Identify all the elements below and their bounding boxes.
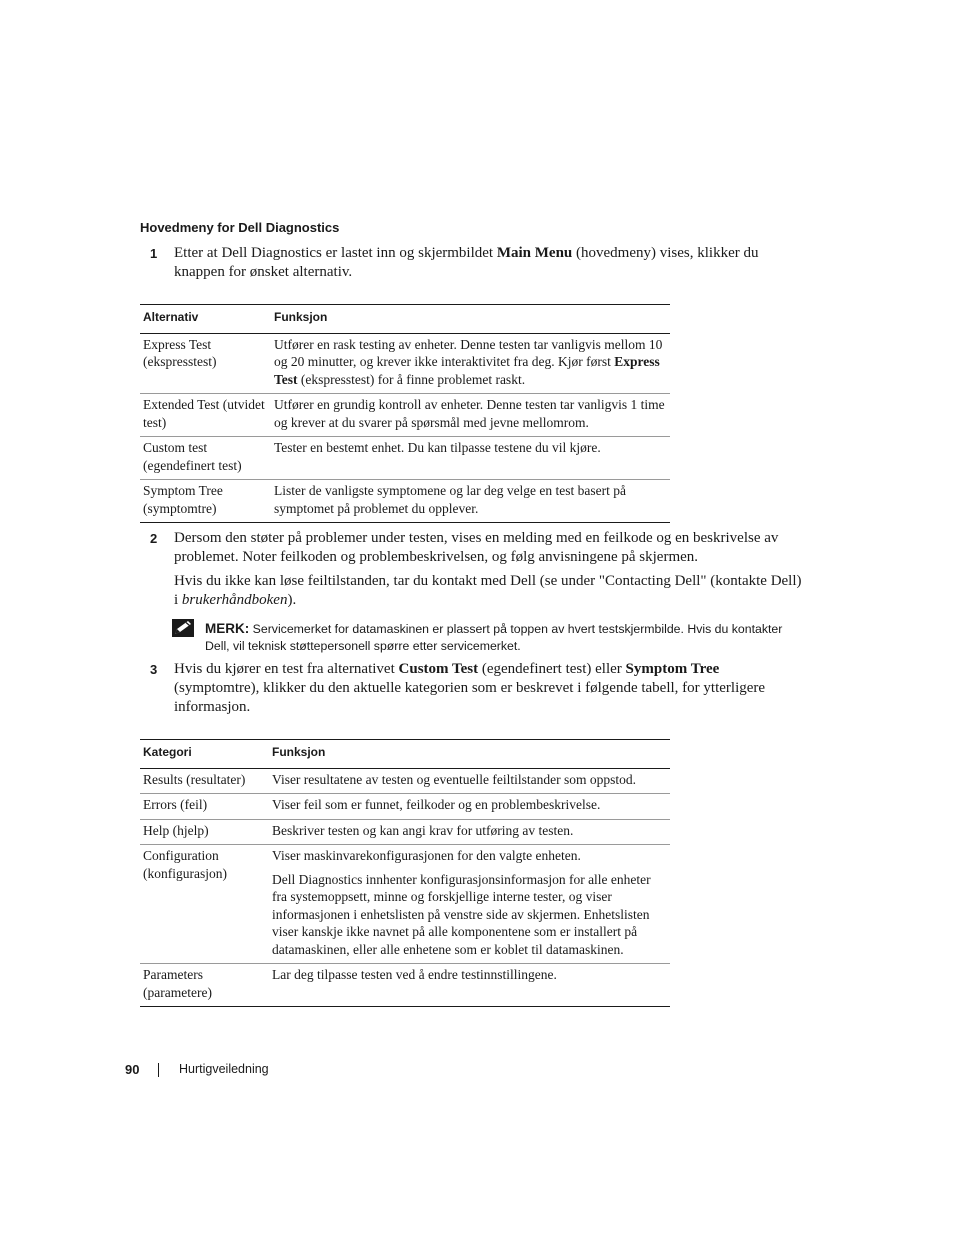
table-row: [140, 964, 670, 1007]
step-2-contact-text: [174, 572, 806, 610]
category-name: Results (resultater): [140, 768, 269, 794]
table-row: [140, 819, 670, 845]
categories-table: [140, 739, 670, 1007]
step-1-text-pre: Etter at Dell Diagnostics er lastet inn og skjermbildet: [174, 245, 497, 261]
column-header-option: Alternativ: [140, 305, 271, 334]
description-pre: Utfører en rask testing av enheter. Denne testen tar vanligvis mellom 10 og 20 minutter, og krever ikke interaktivitet fra deg. Kjør først: [274, 336, 663, 369]
option-description: Tester en bestemt enhet. Du kan tilpasse testene du vil kjøre.: [271, 437, 670, 480]
category-name: Help (hjelp): [140, 819, 269, 845]
column-header-category: Kategori: [140, 740, 269, 769]
table-row: [140, 845, 670, 964]
table-header-row: [140, 740, 670, 769]
table-row: [140, 333, 670, 394]
contact-text-pre: Hvis du ikke kan løse feiltilstanden, tar du kontakt med Dell (se under "Contacting Dell" (kontakte Dell) i: [174, 573, 802, 608]
step-number-1: 1: [150, 246, 158, 261]
express-test-term: Express Test: [274, 354, 660, 387]
page-number: 90: [125, 1062, 140, 1077]
symptom-tree-term: Symptom Tree: [625, 661, 720, 677]
option-name: Custom test (egendefinert test): [140, 437, 271, 480]
option-description: Lister de vanligste symptomene og lar deg velge en test basert på symptomet på problemet du opplever.: [271, 480, 670, 523]
footer-section-title: Hurtigveiledning: [179, 1062, 269, 1076]
step-2-text: Dersom den støter på problemer under testen, vises en melding med en feilkode og en beskrivelse av problemet. Noter feilkoden og problembeskrivelsen, og følg anvisningene på skjermen.: [174, 530, 779, 565]
table-row: [140, 480, 670, 523]
option-name: Extended Test (utvidet test): [140, 394, 271, 437]
options-table: [140, 304, 670, 523]
step-3-text-pre: Hvis du kjører en test fra alternativet: [174, 661, 399, 677]
category-description-line: Viser maskinvarekonfigurasjonen for den valgte enheten.: [272, 848, 581, 863]
category-description: Viser feil som er funnet, feilkoder og en problembeskrivelse.: [269, 794, 670, 820]
step-1-text-post: (hovedmeny) vises, klikker du knappen for ønsket alternativ.: [174, 245, 759, 280]
step-number-2: 2: [150, 531, 158, 546]
contact-text-post: ).: [287, 592, 297, 608]
note-label: MERK:: [205, 621, 250, 636]
category-description-detail: Dell Diagnostics innhenter konfigurasjonsinformasjon for alle enheter fra systemoppsett, minne og forskjellige interne tester, og viser informasjonen i enhetslisten på venstre side av skjermen. Enhetslisten viser kanskje ikke navnet på alle komponentene som er installert på datamaskinen, eller alle enhetene som er koblet til datamaskinen.: [272, 871, 651, 957]
note-body: Servicemerket for datamaskinen er plassert på toppen av hvert testskjermbilde. Hvis du kontakter Dell, vil teknisk støttepersonell spørre etter servicemerket.: [205, 622, 783, 653]
category-name: Errors (feil): [140, 794, 269, 820]
step-3-text: [174, 660, 802, 717]
table-row: [140, 768, 670, 794]
note-pencil-icon: [172, 619, 194, 637]
main-menu-term: Main Menu: [496, 245, 573, 261]
option-description: [271, 333, 670, 394]
category-description: Viser resultatene av testen og eventuelle feiltilstander som oppstod.: [269, 768, 670, 794]
table-row: [140, 794, 670, 820]
option-description: Utfører en grundig kontroll av enheter. Denne testen tar vanligvis 1 time og krever at du svarer på spørsmål med jevne mellomrom.: [271, 394, 670, 437]
category-description: Lar deg tilpasse testen ved å endre testinnstillingene.: [269, 964, 670, 1007]
user-guide-title: brukerhåndboken: [181, 592, 288, 608]
step-1-text: [174, 244, 794, 282]
table-header-row: [140, 305, 670, 334]
step-number-3: 3: [150, 662, 158, 677]
category-name: Parameters (parametere): [140, 964, 269, 1007]
step-3-text-post: (symptomtre), klikker du den aktuelle kategorien som er beskrevet i følgende tabell, for ytterligere informasjon.: [174, 680, 766, 715]
column-header-function: Funksjon: [269, 740, 670, 769]
category-name: Configuration (konfigurasjon): [140, 845, 269, 964]
option-name: Express Test (ekspresstest): [140, 333, 271, 394]
column-header-function: Funksjon: [271, 305, 670, 334]
description-post: (ekspresstest) for å finne problemet raskt.: [297, 371, 526, 387]
option-name: Symptom Tree (symptomtre): [140, 480, 271, 523]
section-heading: Hovedmeny for Dell Diagnostics: [140, 220, 340, 235]
note-text: [205, 620, 805, 655]
table-row: [140, 394, 670, 437]
step-3-text-mid: (egendefinert test) eller: [478, 661, 626, 677]
custom-test-term: Custom Test: [398, 661, 479, 677]
category-description: Beskriver testen og kan angi krav for utføring av testen.: [269, 819, 670, 845]
table-row: [140, 437, 670, 480]
category-description: [269, 845, 670, 964]
footer-separator: [158, 1063, 159, 1077]
